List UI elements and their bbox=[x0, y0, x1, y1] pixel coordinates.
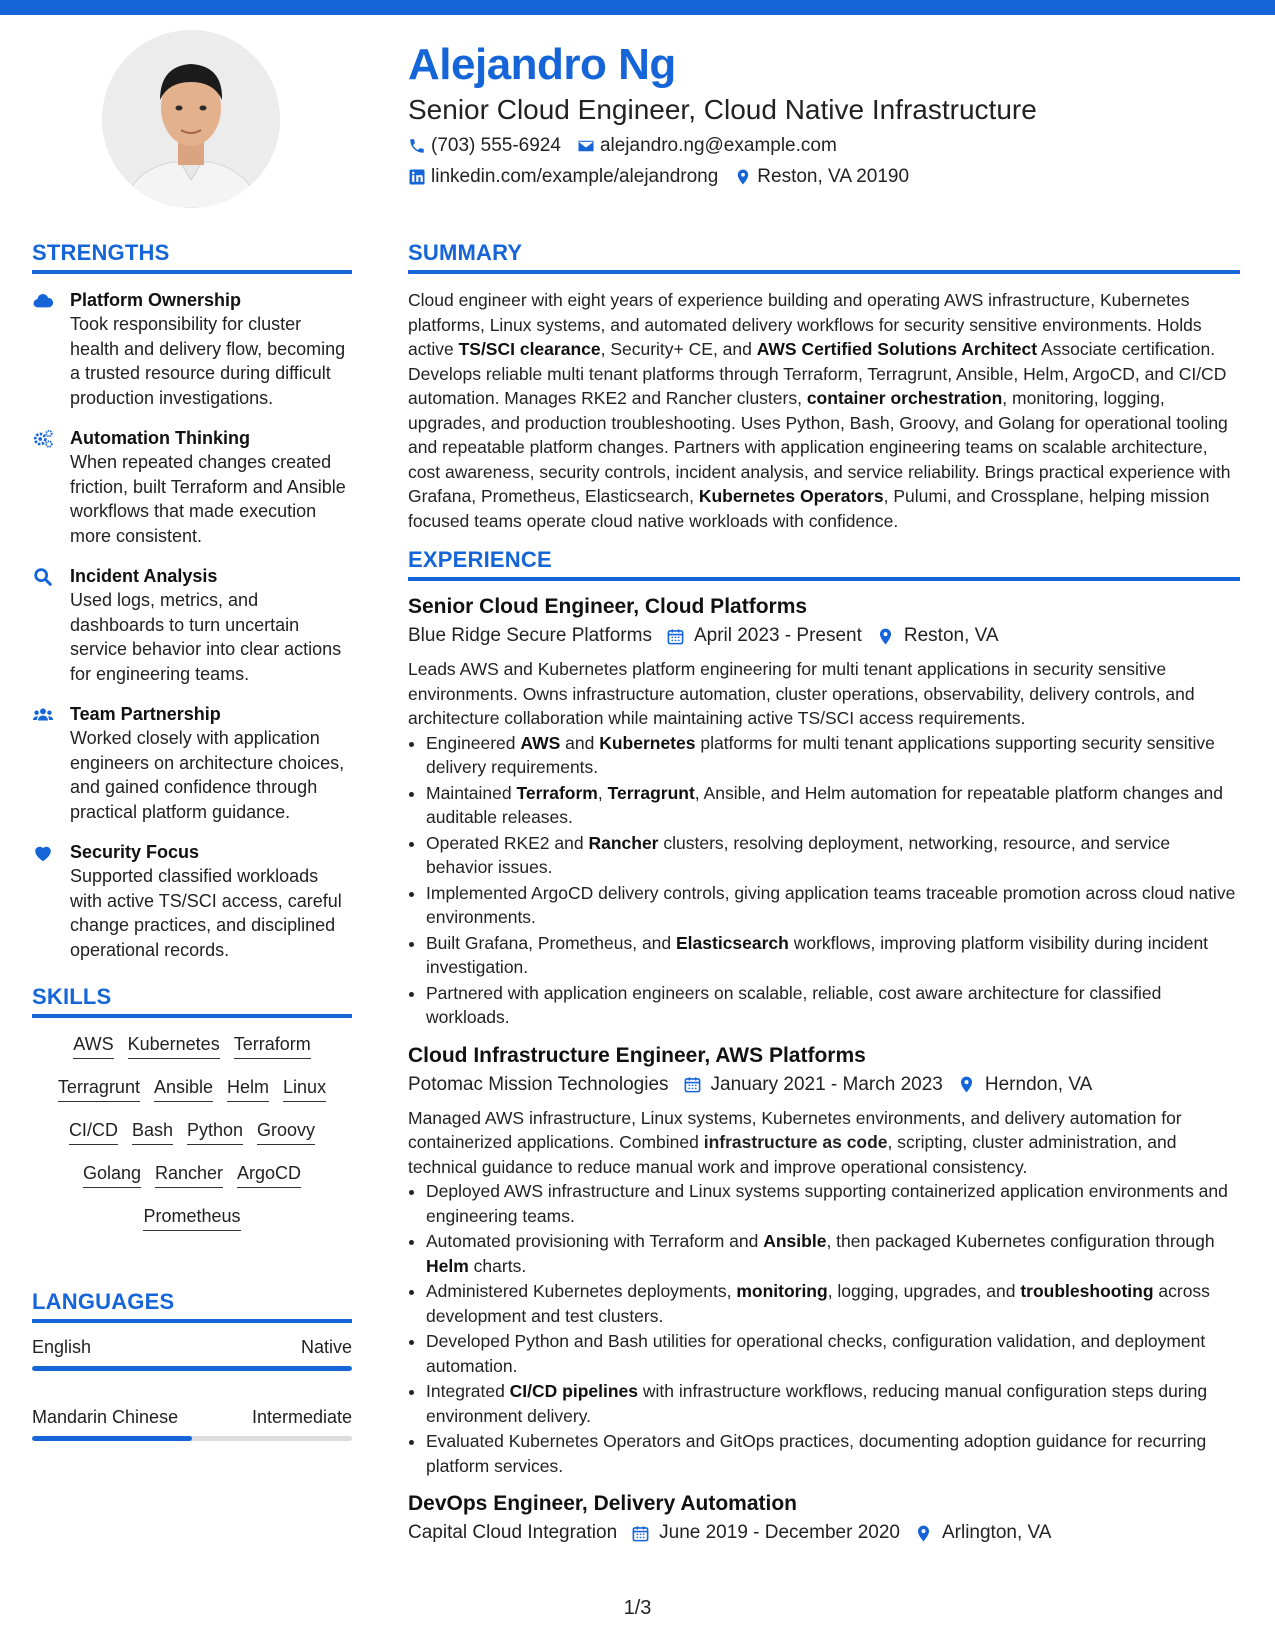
summary-heading: SUMMARY bbox=[408, 240, 1240, 274]
skill-tag: ArgoCD bbox=[237, 1161, 301, 1188]
contact-linkedin[interactable] bbox=[408, 166, 718, 188]
skill-tag: Helm bbox=[227, 1075, 269, 1102]
job-location bbox=[876, 625, 999, 647]
summary-segment: , Security+ CE, and bbox=[600, 339, 757, 359]
candidate-headline: Senior Cloud Engineer, Cloud Native Infrastructure bbox=[408, 94, 1037, 125]
language-item bbox=[32, 1337, 352, 1371]
job-dates-text: April 2023 - Present bbox=[693, 625, 862, 646]
candidate-name: Alejandro Ng bbox=[408, 40, 676, 89]
job-bullet: • Maintained Terraform, Terragrunt, Ansible, and Helm automation for repeatable platform changes and auditable releases. bbox=[426, 781, 1240, 830]
job-title: DevOps Engineer, Delivery Automation bbox=[408, 1492, 797, 1515]
summary-text bbox=[408, 288, 1240, 533]
job-entry bbox=[408, 595, 1240, 1030]
map-pin-icon bbox=[876, 627, 895, 646]
calendar-icon bbox=[631, 1524, 650, 1543]
skills-list bbox=[32, 1032, 352, 1247]
contact-location bbox=[734, 166, 909, 188]
skill-tag: Linux bbox=[283, 1075, 326, 1102]
job-dates bbox=[683, 1074, 943, 1096]
language-name: English bbox=[32, 1337, 92, 1357]
job-location bbox=[914, 1522, 1051, 1544]
main-content bbox=[408, 240, 1240, 1558]
job-desc-highlight: infrastructure as code bbox=[703, 1132, 888, 1152]
language-name: Mandarin Chinese bbox=[32, 1407, 179, 1427]
summary-highlight: container orchestration bbox=[806, 388, 1003, 408]
summary-highlight: AWS Certified Solutions Architect bbox=[756, 339, 1038, 359]
email-text: alejandro.ng@example.com bbox=[599, 135, 837, 156]
users-icon bbox=[32, 704, 54, 726]
experience-heading: EXPERIENCE bbox=[408, 547, 1240, 581]
map-pin-icon bbox=[957, 1075, 976, 1094]
job-entry bbox=[408, 1044, 1240, 1479]
job-dates bbox=[631, 1522, 900, 1544]
strength-desc: Took responsibility for cluster health and delivery flow, becoming a trusted resource during difficult production investigations. bbox=[70, 314, 346, 408]
job-dates-text: January 2021 - March 2023 bbox=[710, 1073, 943, 1095]
job-dates bbox=[666, 625, 862, 647]
top-accent-bar bbox=[0, 0, 1275, 15]
skill-tag: Terragrunt bbox=[58, 1075, 140, 1102]
job-meta bbox=[408, 625, 1240, 647]
job-bullet: • Implemented ArgoCD delivery controls, giving application teams traceable promotion across cloud native environments. bbox=[426, 881, 1240, 930]
job-dates-text: June 2019 - December 2020 bbox=[659, 1522, 900, 1543]
strength-title: Incident Analysis bbox=[70, 566, 218, 586]
summary-highlight: TS/SCI clearance bbox=[458, 339, 601, 359]
phone-icon bbox=[408, 137, 426, 155]
language-level: Intermediate bbox=[251, 1407, 352, 1427]
skill-tag: Terraform bbox=[234, 1032, 311, 1059]
strength-title: Automation Thinking bbox=[70, 428, 250, 448]
contact-row-secondary bbox=[408, 166, 925, 188]
job-bullet: • Automated provisioning with Terraform and Ansible, then packaged Kubernetes configuration through Helm charts. bbox=[426, 1229, 1240, 1278]
calendar-icon bbox=[666, 627, 685, 646]
location-text: Reston, VA 20190 bbox=[757, 166, 910, 187]
skill-tag: Golang bbox=[83, 1161, 141, 1188]
job-location-text: Reston, VA bbox=[903, 625, 999, 646]
job-description: Leads AWS and Kubernetes platform engineering for multi tenant applications in security sensitive environments. Owns infrastructure automation, cluster operations, observability, delivery controls, and architecture collaboration while maintaining active TS/SCI access requirements. bbox=[408, 659, 1195, 728]
job-bullets bbox=[408, 731, 1240, 1030]
job-bullet: • Partnered with application engineers on scalable, reliable, cost aware architecture for classified workloads. bbox=[426, 981, 1240, 1030]
skill-tag: Prometheus bbox=[143, 1204, 240, 1231]
job-desc-segment: , scripting, cluster administration, and technical guidance to reduce manual work and improve operational consistency. bbox=[408, 1132, 1177, 1177]
linkedin-text: linkedin.com/example/alejandrong bbox=[431, 166, 719, 187]
heart-icon bbox=[32, 842, 54, 864]
skill-tag: Ansible bbox=[154, 1075, 213, 1102]
job-description bbox=[408, 1106, 1240, 1180]
skill-tag: Bash bbox=[132, 1118, 173, 1145]
skill-tag: Groovy bbox=[257, 1118, 315, 1145]
calendar-icon bbox=[683, 1075, 702, 1094]
map-pin-icon bbox=[734, 168, 752, 186]
skill-tag: AWS bbox=[73, 1032, 113, 1059]
job-bullet: • Evaluated Kubernetes Operators and GitOps practices, documenting adoption guidance for recurring platform services. bbox=[426, 1429, 1240, 1478]
language-bar bbox=[32, 1436, 352, 1441]
job-bullet: • Developed Python and Bash utilities for operational checks, configuration validation, and deployment automation. bbox=[426, 1329, 1240, 1378]
job-meta bbox=[408, 1522, 1240, 1544]
skills-heading: SKILLS bbox=[32, 984, 352, 1018]
strength-item bbox=[32, 840, 352, 962]
job-desc-segment: Managed AWS infrastructure, Linux systems, Kubernetes environments, and delivery automation for containerized applications. Combined bbox=[408, 1107, 1182, 1152]
languages-heading: LANGUAGES bbox=[32, 1289, 352, 1323]
skill-tag: Kubernetes bbox=[128, 1032, 220, 1059]
job-company: Blue Ridge Secure Platforms bbox=[408, 625, 652, 646]
language-bar-fill bbox=[32, 1366, 352, 1371]
strength-title: Platform Ownership bbox=[70, 290, 242, 310]
search-icon bbox=[32, 566, 54, 588]
cloud-icon bbox=[32, 290, 54, 312]
sidebar bbox=[32, 240, 352, 1461]
strength-item bbox=[32, 288, 352, 410]
job-bullet: • Administered Kubernetes deployments, monitoring, logging, upgrades, and troubleshooting across development and test clusters. bbox=[426, 1279, 1240, 1328]
strength-title: Team Partnership bbox=[70, 704, 221, 724]
job-bullet: • Engineered AWS and Kubernetes platforms for multi tenant applications supporting security sensitive delivery requirements. bbox=[426, 731, 1240, 780]
strength-item bbox=[32, 702, 352, 824]
linkedin-icon bbox=[408, 168, 426, 186]
strength-item bbox=[32, 426, 352, 548]
gears-icon bbox=[32, 428, 54, 450]
language-level: Native bbox=[300, 1337, 352, 1357]
strength-desc: Supported classified workloads with active TS/SCI access, careful change practices, and disciplined operational records. bbox=[70, 866, 342, 960]
summary-segment: , Pulumi, and Crossplane, helping mission focused teams operate cloud native workloads with confidence. bbox=[408, 486, 1210, 531]
language-item bbox=[32, 1407, 352, 1441]
skill-tag: Python bbox=[187, 1118, 243, 1145]
job-bullet: • Built Grafana, Prometheus, and Elasticsearch workflows, improving platform visibility during incident investigation. bbox=[426, 931, 1240, 980]
summary-highlight: Kubernetes Operators bbox=[698, 486, 884, 506]
skill-tag: Rancher bbox=[155, 1161, 223, 1188]
contact-row-primary bbox=[408, 135, 853, 157]
job-location-text: Herndon, VA bbox=[984, 1073, 1093, 1095]
job-bullet: • Integrated CI/CD pipelines with infrastructure workflows, reducing manual configuration steps during environment delivery. bbox=[426, 1379, 1240, 1428]
language-bar-fill bbox=[32, 1436, 192, 1441]
summary-segment: Cloud engineer with eight years of experience building and operating AWS infrastructure, Kubernetes platforms, Linux systems, and automated delivery workflows for security sensitive environments. Holds active bbox=[408, 290, 1202, 359]
strength-desc: Worked closely with application engineers on architecture choices, and gained confidence through practical platform guidance. bbox=[70, 728, 345, 822]
strength-desc: When repeated changes created friction, built Terraform and Ansible workflows that made execution more consistent. bbox=[70, 452, 346, 546]
job-company: Potomac Mission Technologies bbox=[408, 1073, 669, 1095]
page-number: 1/3 bbox=[623, 1597, 652, 1619]
job-bullet: • Operated RKE2 and Rancher clusters, resolving deployment, networking, resource, and service behavior issues. bbox=[426, 831, 1240, 880]
summary-segment: , monitoring, logging, upgrades, and production troubleshooting. Uses Python, Bash, Groovy, and Golang for operational tooling and repeatable platform changes. Partners with application engineering teams on scalable architecture, cost awareness, security controls, incident analysis, and service reliability. Brings practical experience with Grafana, Prometheus, Elasticsearch, bbox=[408, 388, 1231, 506]
strength-desc: Used logs, metrics, and dashboards to turn uncertain service behavior into clear actions for engineering teams. bbox=[70, 590, 342, 684]
contact-phone[interactable] bbox=[408, 135, 561, 157]
envelope-icon bbox=[577, 137, 595, 155]
job-location bbox=[957, 1074, 1092, 1096]
strength-title: Security Focus bbox=[70, 842, 200, 862]
profile-photo bbox=[102, 30, 280, 208]
job-title: Senior Cloud Engineer, Cloud Platforms bbox=[408, 595, 808, 618]
language-bar bbox=[32, 1366, 352, 1371]
map-pin-icon bbox=[914, 1524, 933, 1543]
contact-email[interactable] bbox=[577, 135, 837, 157]
job-bullet: • Deployed AWS infrastructure and Linux systems supporting containerized application environments and engineering teams. bbox=[426, 1179, 1240, 1228]
job-bullets bbox=[408, 1179, 1240, 1478]
job-title: Cloud Infrastructure Engineer, AWS Platforms bbox=[408, 1043, 866, 1067]
strengths-heading: STRENGTHS bbox=[32, 240, 352, 274]
summary-segment: Associate certification. Develops reliable multi tenant platforms through Terraform, Terragrunt, Ansible, Helm, ArgoCD, and CI/CD automation. Manages RKE2 and Rancher clusters, bbox=[408, 339, 1227, 408]
strength-item bbox=[32, 564, 352, 686]
job-company: Capital Cloud Integration bbox=[408, 1522, 618, 1543]
skill-tag: CI/CD bbox=[69, 1118, 118, 1145]
job-meta bbox=[408, 1074, 1240, 1096]
job-entry bbox=[408, 1492, 1240, 1544]
phone-text: (703) 555-6924 bbox=[431, 135, 561, 156]
job-location-text: Arlington, VA bbox=[941, 1522, 1052, 1543]
